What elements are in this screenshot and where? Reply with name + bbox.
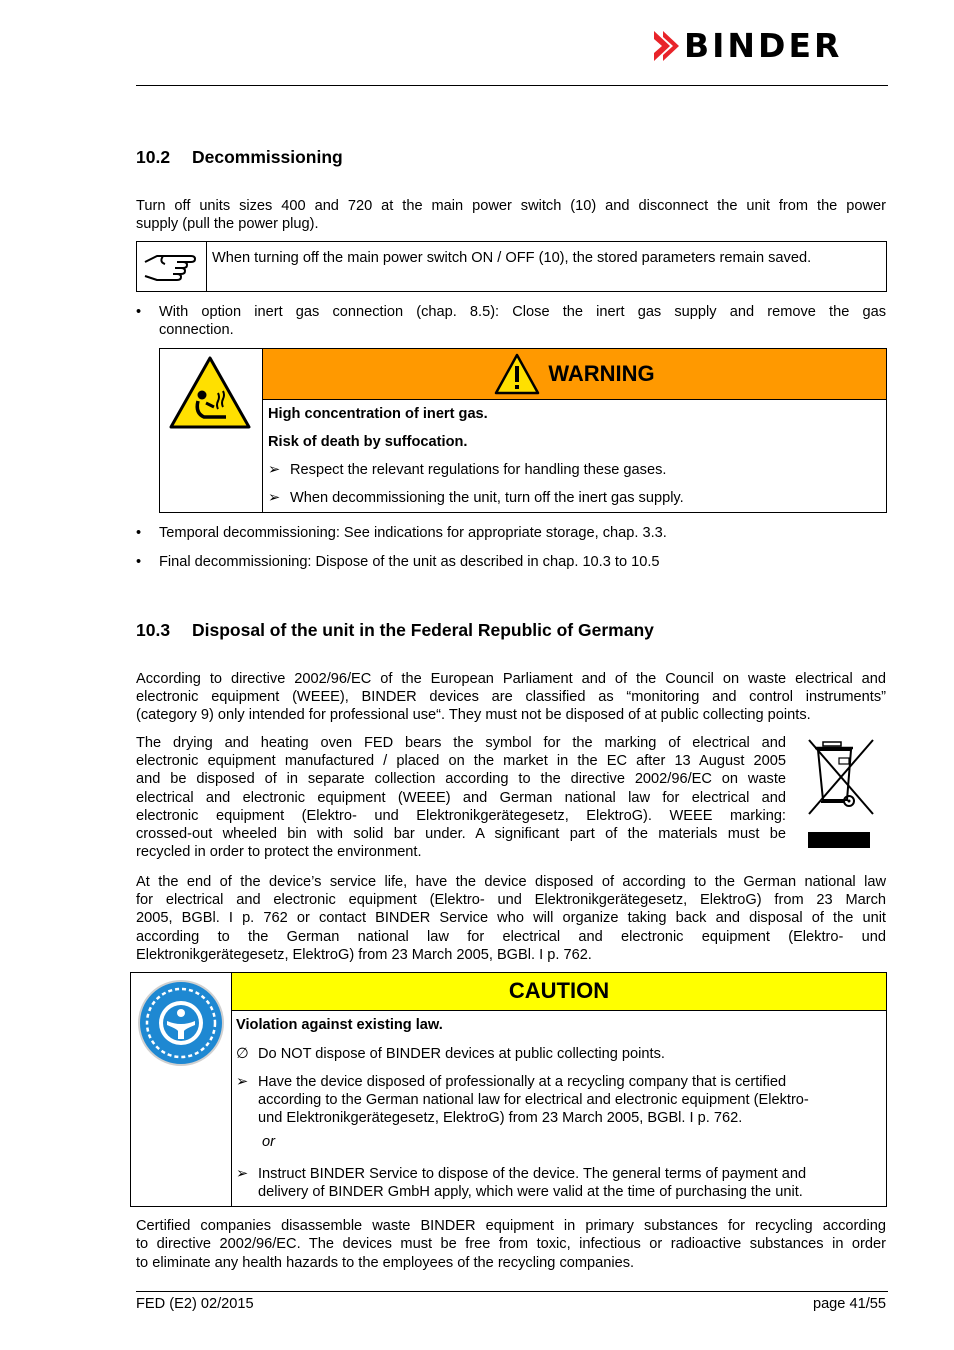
note-text: When turning off the main power switch ON / OFF (10), the stored parameters remain saved. (212, 250, 812, 266)
caution-line-1: Violation against existing law. (236, 1017, 443, 1033)
bullet-text: Final decommissioning: Dispose of the unit as described in chap. 10.3 to 10.5 (159, 554, 660, 570)
p2-line: electrical and electronic equipment (WEEE) and German national law for electrical and (136, 789, 786, 806)
bullet-line-1: With option inert gas connection (chap. 8.5): Close the inert gas supply and remove the gas (159, 304, 886, 320)
caution-item-1: ∅ Do NOT dispose of BINDER devices at public collecting points. (236, 1046, 665, 1062)
intro-line-2: supply (pull the power plug). (136, 216, 319, 232)
environment-protection-icon (137, 979, 225, 1067)
bullet-temporal (136, 524, 886, 544)
p1-line-2: electronic equipment (WEEE), BINDER devices are classified as “monitoring and control instruments” (136, 689, 886, 705)
caution-label: CAUTION (508, 978, 610, 1004)
arrow-glyph: ➢ (236, 1166, 249, 1182)
bullet-line-2: connection. (159, 322, 234, 338)
p2-line: and be disposed of in separate collection according to the directive 2002/96/EC on waste (136, 771, 786, 788)
p3-line-1: At the end of the device’s service life, have the device disposed of according to the German national law (136, 874, 886, 890)
caution-or: or (262, 1134, 275, 1150)
suffocation-warning-icon (168, 355, 252, 431)
bullet-final (136, 553, 886, 573)
logo-text: BINDER (684, 26, 843, 65)
p2-line: recycled in order to protect the environment. (136, 844, 422, 861)
caution-header (232, 973, 886, 1010)
warning-header (263, 349, 886, 399)
bullet-text: Temporal decommissioning: See indications for appropriate storage, chap. 3.3. (159, 525, 667, 541)
exclamation-triangle-icon (494, 353, 540, 395)
intro-line-1: Turn off units sizes 400 and 720 at the main power switch (10) and disconnect the unit from the power (136, 198, 886, 214)
p3-line-3: 2005, BGBl. I p. 762 or contact BINDER Service who will organize taking back and disposal of the unit (136, 910, 886, 926)
section-title: Decommissioning (192, 147, 343, 167)
warning-item-1: ➢ Respect the relevant regulations for handling these gases. (268, 462, 667, 478)
p1-line-1: According to directive 2002/96/EC of the European Parliament and of the Council on waste electrical and (136, 671, 886, 687)
bullet-glyph: • (136, 554, 142, 570)
header-rule (136, 85, 888, 86)
caution-box (130, 972, 887, 1207)
warning-box (159, 348, 887, 513)
section-number: 10.3 (136, 620, 171, 640)
warning-label: WARNING (548, 360, 655, 386)
section-heading-10-3 (136, 619, 654, 641)
p1-line-3: (category 9) only intended for professional use“. They must not be disposed of at public collecting points. (136, 707, 811, 723)
p2-line: crossed-out wheeled bin with solid bar under. A significant part of the materials must be (136, 826, 786, 843)
warning-line-1: High concentration of inert gas. (268, 406, 488, 422)
bullet-glyph: • (136, 525, 142, 541)
caution-item-3: ➢ Instruct BINDER Service to dispose of the device. The general terms of payment and delivery of BINDER GmbH apply, which were valid at the time of purchasing the unit. (236, 1166, 807, 1201)
p2-line: electronic equipment manufactured / placed on the market in the EC after 13 August 2005 (136, 753, 786, 770)
p2-line: The drying and heating oven FED bears the symbol for the marking of electrical and (136, 735, 786, 751)
note-box (136, 241, 887, 292)
warning-item-2: ➢ When decommissioning the unit, turn off the inert gas supply. (268, 490, 684, 506)
bullet-glyph: • (136, 304, 142, 320)
warning-line-2: Risk of death by suffocation. (268, 434, 468, 450)
caution-item-2: ➢ Have the device disposed of professionally at a recycling company that is certified according to the German national law for electrical and electronic equipment (Elektro- und Elektronikgerätegesetz, ElektroG) from 23 March 2005, BGBl. I p. 762. (236, 1074, 809, 1127)
footer-page-number: page 41/55 (812, 1296, 886, 1312)
p4-line-3: to eliminate any health hazards to the employees of the recycling companies. (136, 1255, 635, 1271)
footer-doc-id: FED (E2) 02/2015 (136, 1296, 254, 1312)
prohibited-glyph: ∅ (236, 1046, 249, 1062)
binder-logo (654, 26, 888, 65)
section-heading-10-2 (136, 146, 343, 168)
arrow-glyph: ➢ (268, 490, 281, 506)
p4-line-2: to directive 2002/96/EC. The devices must be free from toxic, infectious or radioactive substances in order (136, 1236, 886, 1252)
section-title: Disposal of the unit in the Federal Republic of Germany (192, 620, 654, 640)
section-number: 10.2 (136, 147, 171, 167)
weee-crossed-bin-icon (801, 736, 877, 850)
footer-rule (136, 1291, 888, 1292)
pointing-hand-icon (143, 248, 197, 286)
p3-line-2: for electrical and electronic equipment (Elektro- und Elektronikgerätegesetz, ElektroG) from 23 March (136, 892, 886, 908)
p4-line-1: Certified companies disassemble waste BINDER equipment in primary substances for recycling according (136, 1218, 886, 1234)
p2-line: electronic equipment (Elektro- und Elektronikgerätegesetz, ElektroG). WEEE marking: (136, 807, 786, 824)
p3-line-4: according to the German national law for electrical and electronic equipment (Elektro- und (136, 929, 886, 945)
arrow-glyph: ➢ (236, 1074, 249, 1090)
logo-chevron-icon (654, 31, 680, 61)
bullet-inert-gas (136, 303, 886, 343)
p3-line-5: Elektronikgerätegesetz, ElektroG) from 23 March 2005, BGBl. I p. 762. (136, 947, 592, 963)
arrow-glyph: ➢ (268, 462, 281, 478)
p2-weee-paragraph (136, 734, 786, 861)
